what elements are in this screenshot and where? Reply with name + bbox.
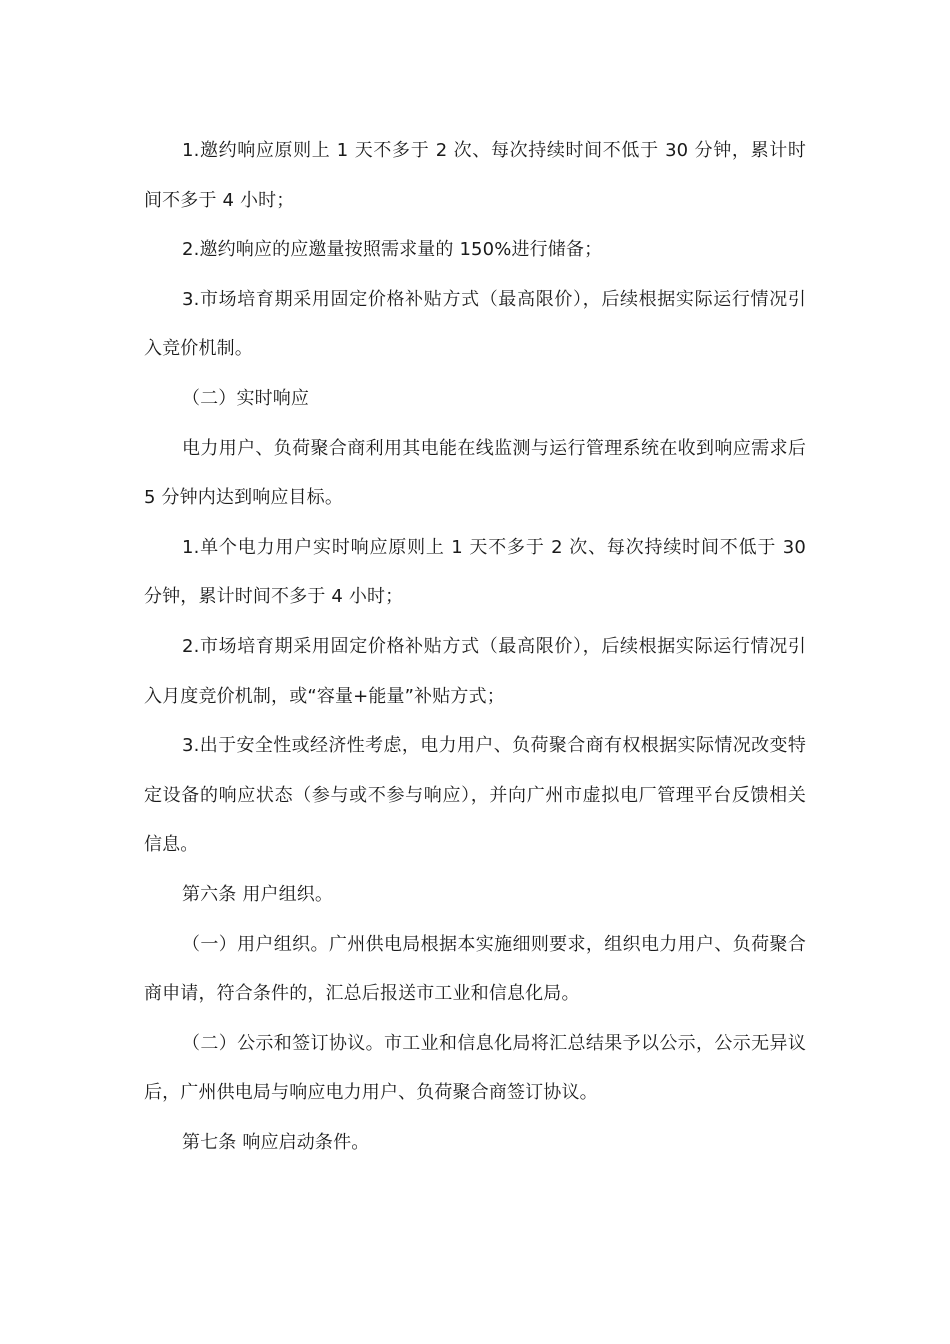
paragraph-publicity-agreement: （二）公示和签订协议。市工业和信息化局将汇总结果予以公示，公示无异议后，广州供电局与响应电力用户、负荷聚合商签订协议。 bbox=[144, 1032, 806, 1104]
paragraph-invitation-reserve: 2.邀约响应的应邀量按照需求量的 150%进行储备； bbox=[182, 239, 603, 261]
paragraph-invitation-pricing: 3.市场培育期采用固定价格补贴方式（最高限价），后续根据实际运行情况引入竞价机制。 bbox=[144, 288, 806, 360]
paragraph-realtime-frequency: 1.单个电力用户实时响应原则上 1 天不多于 2 次、每次持续时间不低于 30 分钟，累计时间不多于 4 小时； bbox=[144, 536, 806, 608]
article-heading-six: 第六条 用户组织。 bbox=[182, 883, 334, 905]
article-heading-seven: 第七条 响应启动条件。 bbox=[182, 1131, 370, 1153]
paragraph-invitation-frequency: 1.邀约响应原则上 1 天不多于 2 次、每次持续时间不低于 30 分钟，累计时间不多于 4 小时； bbox=[144, 140, 806, 211]
document-body bbox=[144, 126, 806, 1167]
paragraph-realtime-pricing: 2.市场培育期采用固定价格补贴方式（最高限价），后续根据实际运行情况引入月度竞价机制，或“容量+能量”补贴方式； bbox=[144, 635, 806, 707]
paragraph-user-organization: （一）用户组织。广州供电局根据本实施细则要求，组织电力用户、负荷聚合商申请，符合条件的，汇总后报送市工业和信息化局。 bbox=[144, 933, 806, 1005]
section-heading-realtime-response: （二）实时响应 bbox=[182, 387, 310, 409]
paragraph-realtime-device-status: 3.出于安全性或经济性考虑，电力用户、负荷聚合商有权根据实际情况改变特定设备的响应状态（参与或不参与响应），并向广州市虚拟电厂管理平台反馈相关信息。 bbox=[144, 735, 806, 856]
paragraph-realtime-description: 电力用户、负荷聚合商利用其电能在线监测与运行管理系统在收到响应需求后 5 分钟内达到响应目标。 bbox=[144, 437, 806, 509]
